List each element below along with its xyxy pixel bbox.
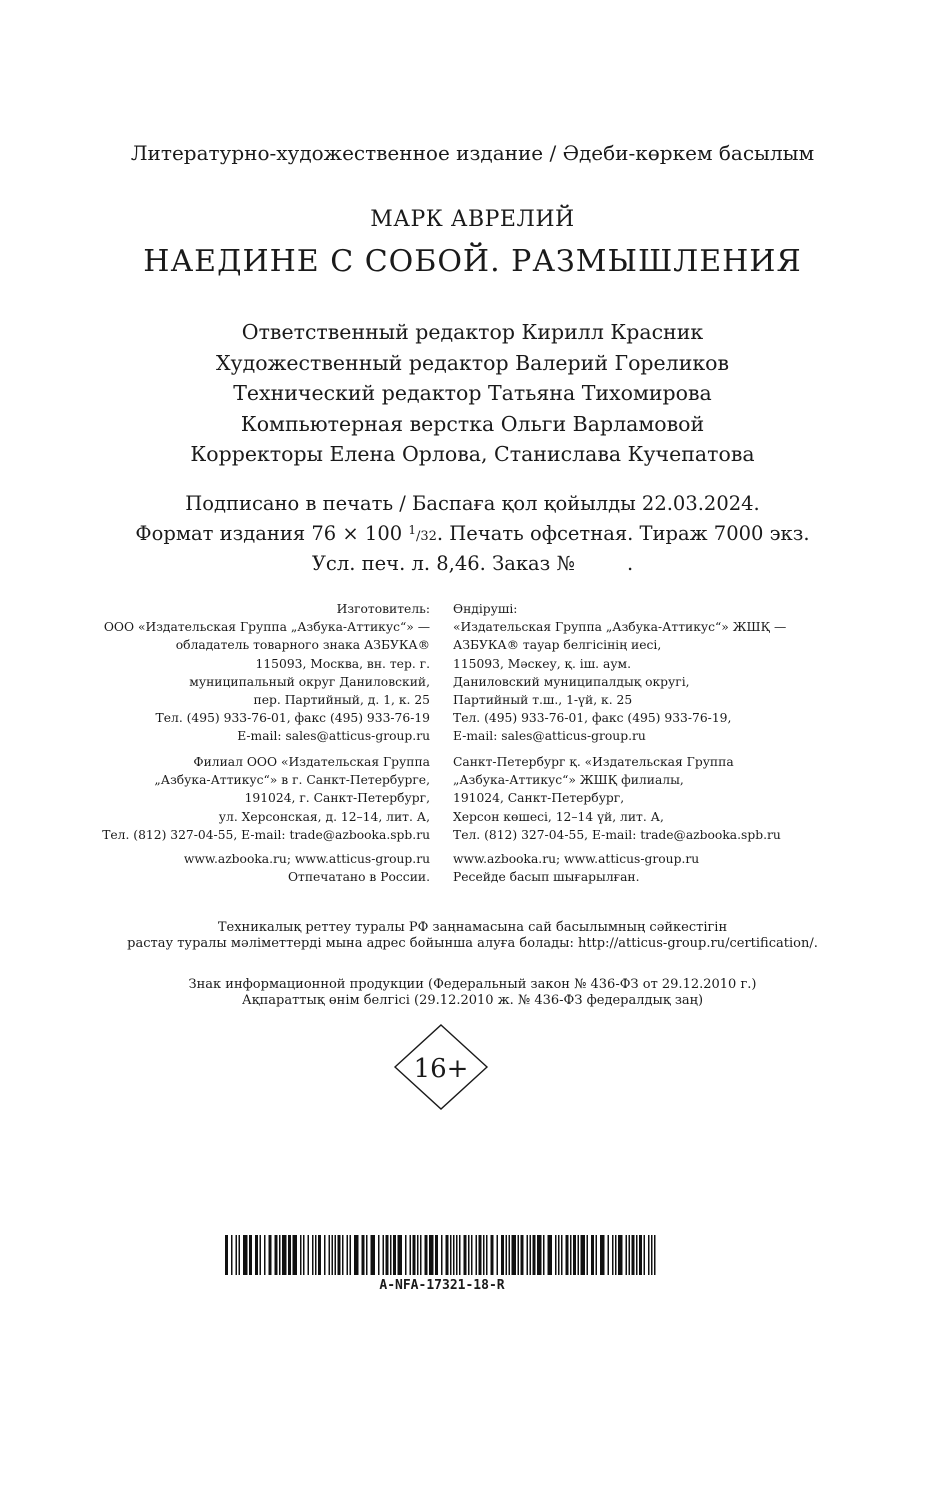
order-text: Усл. печ. л. 8,46. Заказ № (311, 552, 575, 575)
credit-line: Технический редактор Татьяна Тихомирова (233, 381, 712, 405)
series-line: Литературно-художественное издание / Әдеби-көркем басылым (130, 141, 815, 165)
barcode-bar (279, 1235, 281, 1275)
barcode-bar (468, 1235, 470, 1275)
barcode-bar (639, 1235, 642, 1275)
barcode-bar (555, 1235, 557, 1275)
barcode-bar (371, 1235, 376, 1275)
manufacturer-ru-line: муниципальный округ Даниловский, (189, 674, 430, 689)
manufacturer-kz-line: 115093, Мәскеу, қ. іш. аум. (453, 656, 632, 671)
web-ru (0, 850, 430, 886)
manufacturer-kz-line: E-mail: sales@atticus-group.ru (453, 729, 646, 744)
manufacturer-ru (0, 600, 430, 746)
manufacturer-ru-line: ООО «Издательская Группа „Азбука-Аттикус“» — (103, 620, 430, 635)
barcode-bar (288, 1235, 291, 1275)
barcode-bar (561, 1235, 563, 1275)
barcode-bar (518, 1235, 520, 1275)
author-name: МАРК АВРЕЛИЙ (370, 207, 575, 232)
order-line (0, 550, 945, 577)
barcode-bar (626, 1235, 628, 1275)
barcode-bar (506, 1235, 508, 1275)
barcode-bar (596, 1235, 598, 1275)
barcode-bar (450, 1235, 452, 1275)
barcode-bar (471, 1235, 473, 1275)
barcode-bar (347, 1235, 349, 1275)
credit-line: Корректоры Елена Орлова, Станислава Кучепатова (190, 442, 755, 466)
barcode-bar (332, 1235, 334, 1275)
barcode-bar (239, 1235, 241, 1275)
barcode-bar (435, 1235, 438, 1275)
barcode-bar (654, 1235, 656, 1275)
credit-line: Художественный редактор Валерий Гореликов (215, 350, 730, 375)
barcode-bar (491, 1235, 494, 1275)
barcode-bar (581, 1235, 586, 1275)
credit-line: Ответственный редактор Кирилл Красник (241, 320, 704, 344)
barcode-bar (249, 1235, 252, 1275)
barcode-bar (453, 1235, 455, 1275)
manufacturer-ru-line: 115093, Москва, вн. тер. г. (255, 656, 430, 671)
barcode-bar (632, 1235, 635, 1275)
barcode-bar (308, 1235, 310, 1275)
barcode-bar (521, 1235, 524, 1275)
web-kz-line: www.azbooka.ru; www.atticus-group.ru (453, 852, 700, 866)
book-title: НАЕДИНЕ С СОБОЙ. РАЗМЫШЛЕНИЯ (143, 244, 802, 279)
barcode-bar (420, 1235, 422, 1275)
barcode-bar (570, 1235, 572, 1275)
format-prefix: Формат издания 76 × 100 (135, 522, 409, 545)
print-info (0, 490, 945, 577)
barcode-bar (335, 1235, 337, 1275)
web-ru-line: Отпечатано в России. (287, 870, 430, 885)
barcode-bar (497, 1235, 499, 1275)
info-sign-line: Знак информационной продукции (Федеральный закон № 436-ФЗ от 29.12.2010 г.) (188, 977, 757, 992)
barcode-bar (537, 1235, 542, 1275)
manufacturer-ru-line: пер. Партийный, д. 1, к. 25 (253, 693, 430, 708)
barcode-bar (275, 1235, 278, 1275)
barcode-bar (318, 1235, 321, 1275)
barcode-bar (342, 1235, 344, 1275)
barcode-bar (366, 1235, 368, 1275)
manufacturer-kz-line: АЗБУКА® тауар белгісінің иесі, (453, 638, 662, 653)
manufacturer-kz-line: Өндіруші: (453, 602, 518, 616)
barcode-bar (393, 1235, 396, 1275)
barcode-bar (600, 1235, 605, 1275)
manufacturer-ru-line: Изготовитель: (336, 602, 430, 616)
manufacturer-kz-line: Даниловский муниципалдық округі, (453, 674, 690, 689)
branch-kz-line: Херсон көшесі, 12–14 үй, лит. А, (453, 809, 664, 824)
barcode-bar (398, 1235, 403, 1275)
barcode-bar (548, 1235, 553, 1275)
age-rating-text: 16+ (413, 1054, 469, 1084)
barcode-bar (324, 1235, 326, 1275)
branch-ru-line: ул. Херсонская, д. 12–14, лит. А, (218, 809, 430, 824)
barcode-bar (558, 1235, 560, 1275)
certification-line: растау туралы мәліметтерді мына адрес бойынша алуға болады: http://atticus-group.ru/certification/. (127, 936, 818, 951)
barcode-bar (636, 1235, 638, 1275)
barcode-bar (618, 1235, 623, 1275)
manufacturer-kz (453, 600, 903, 746)
manufacturer-kz-line: «Издательская Группа „Азбука-Аттикус“» ЖШҚ — (453, 620, 787, 635)
branch-kz-line: „Азбука-Аттикус“» ЖШҚ филиалы, (453, 773, 684, 788)
barcode-bar (236, 1235, 238, 1275)
barcode-bar (456, 1235, 458, 1275)
barcode-bar (573, 1235, 576, 1275)
barcode-bar (225, 1235, 228, 1275)
barcode-bar (446, 1235, 449, 1275)
barcode-bar (429, 1235, 434, 1275)
manufacturer-kz-line: Тел. (495) 933-76-01, факс (495) 933-76-19, (453, 711, 732, 726)
barcode-bar (543, 1235, 545, 1275)
barcode-bar (512, 1235, 517, 1275)
barcode-bar (479, 1235, 482, 1275)
barcode-bar (231, 1235, 233, 1275)
barcode-bar (587, 1235, 589, 1275)
barcode-bar (378, 1235, 380, 1275)
info-sign-line: Ақпараттық өнім белгісі (29.12.2010 ж. № 436-ФЗ федералдық заң) (241, 993, 704, 1008)
barcode-bar (509, 1235, 511, 1275)
barcode-bar (260, 1235, 262, 1275)
barcode-bar (329, 1235, 331, 1275)
manufacturer-ru-line: E-mail: sales@atticus-group.ru (237, 729, 430, 744)
barcode-bar (350, 1235, 352, 1275)
barcode-bar (501, 1235, 504, 1275)
barcode-bar (533, 1235, 536, 1275)
manufacturer-ru-line: Тел. (495) 933-76-01, факс (495) 933-76-19 (155, 711, 430, 726)
info-sign-note (0, 977, 945, 1009)
web-ru-line: www.azbooka.ru; www.atticus-group.ru (183, 852, 430, 866)
barcode-bar (578, 1235, 580, 1275)
branch-ru-line: Тел. (812) 327-04-55, E-mail: trade@azbooka.spb.ru (102, 827, 430, 842)
barcode-bar (530, 1235, 532, 1275)
manufacturer-ru-line: обладатель товарного знака АЗБУКА® (175, 638, 430, 653)
barcode-bar (405, 1235, 407, 1275)
barcode-bar (269, 1235, 272, 1275)
barcode-bar (413, 1235, 416, 1275)
certification-line: Техникалық реттеу туралы РФ заңнамасына сай басылымның сәйкестігін (217, 920, 728, 935)
barcode-bar (300, 1235, 302, 1275)
barcode-bar (629, 1235, 631, 1275)
barcode-bar (383, 1235, 385, 1275)
order-end: . (626, 552, 634, 575)
barcode-bar (476, 1235, 478, 1275)
barcode-bar (282, 1235, 287, 1275)
barcode-bar (410, 1235, 412, 1275)
age-rating-badge (393, 1024, 489, 1110)
credit-line: Компьютерная верстка Ольги Варламовой (240, 411, 705, 436)
barcode-bar (315, 1235, 317, 1275)
barcode-bar (483, 1235, 485, 1275)
format-fraction-den: /32 (415, 529, 437, 544)
barcode-bar (386, 1235, 389, 1275)
branch-ru-line: 191024, г. Санкт-Петербург, (244, 791, 430, 806)
format-suffix: . Печать офсетная. Тираж 7000 экз. (436, 522, 810, 545)
barcode-bar (417, 1235, 419, 1275)
barcode-bar (243, 1235, 248, 1275)
branch-kz-line: Тел. (812) 327-04-55, E-mail: trade@azbooka.spb.ru (453, 827, 781, 842)
manufacturer-kz-line: Партийный т.ш., 1-үй, к. 25 (453, 693, 633, 708)
branch-ru (0, 753, 430, 844)
barcode-bar (425, 1235, 428, 1275)
branch-kz (453, 753, 903, 844)
barcode-bar (255, 1235, 258, 1275)
credits-block (0, 317, 945, 470)
barcode-bar (264, 1235, 266, 1275)
barcode-bar (293, 1235, 298, 1275)
branch-kz-line: Санкт-Петербург қ. «Издательская Группа (453, 755, 734, 769)
barcode-bar (608, 1235, 610, 1275)
format-line (0, 517, 945, 550)
barcode-bar (486, 1235, 488, 1275)
barcode-bar (612, 1235, 614, 1275)
barcode-bar (527, 1235, 529, 1275)
branch-ru-line: Филиал ООО «Издательская Группа (193, 755, 430, 769)
barcode (225, 1235, 659, 1275)
format-fraction-num: 1 (408, 523, 416, 537)
barcode-bar (459, 1235, 461, 1275)
web-kz (453, 850, 903, 886)
barcode-bar (354, 1235, 359, 1275)
barcode-bar (651, 1235, 653, 1275)
barcode-bar (441, 1235, 443, 1275)
barcode-bar (338, 1235, 341, 1275)
barcode-bar (644, 1235, 646, 1275)
branch-kz-line: 191024, Санкт-Петербург, (453, 791, 625, 806)
barcode-bar (566, 1235, 569, 1275)
signed-line: Подписано в печать / Баспаға қол қойылды 22.03.2024. (185, 492, 760, 515)
barcode-bar (615, 1235, 617, 1275)
barcode-bar (390, 1235, 392, 1275)
barcode-bar (362, 1235, 365, 1275)
branch-ru-line: „Азбука-Аттикус“» в г. Санкт-Петербурге, (154, 773, 430, 788)
certification-note (0, 920, 945, 952)
barcode-bar (303, 1235, 305, 1275)
barcode-bar (464, 1235, 467, 1275)
barcode-bar (312, 1235, 314, 1275)
barcode-bar (648, 1235, 650, 1275)
barcode-bar (591, 1235, 594, 1275)
barcode-text: A-NFA-17321-18-R (379, 1278, 505, 1293)
web-kz-line: Ресейде басып шығарылған. (453, 870, 640, 885)
